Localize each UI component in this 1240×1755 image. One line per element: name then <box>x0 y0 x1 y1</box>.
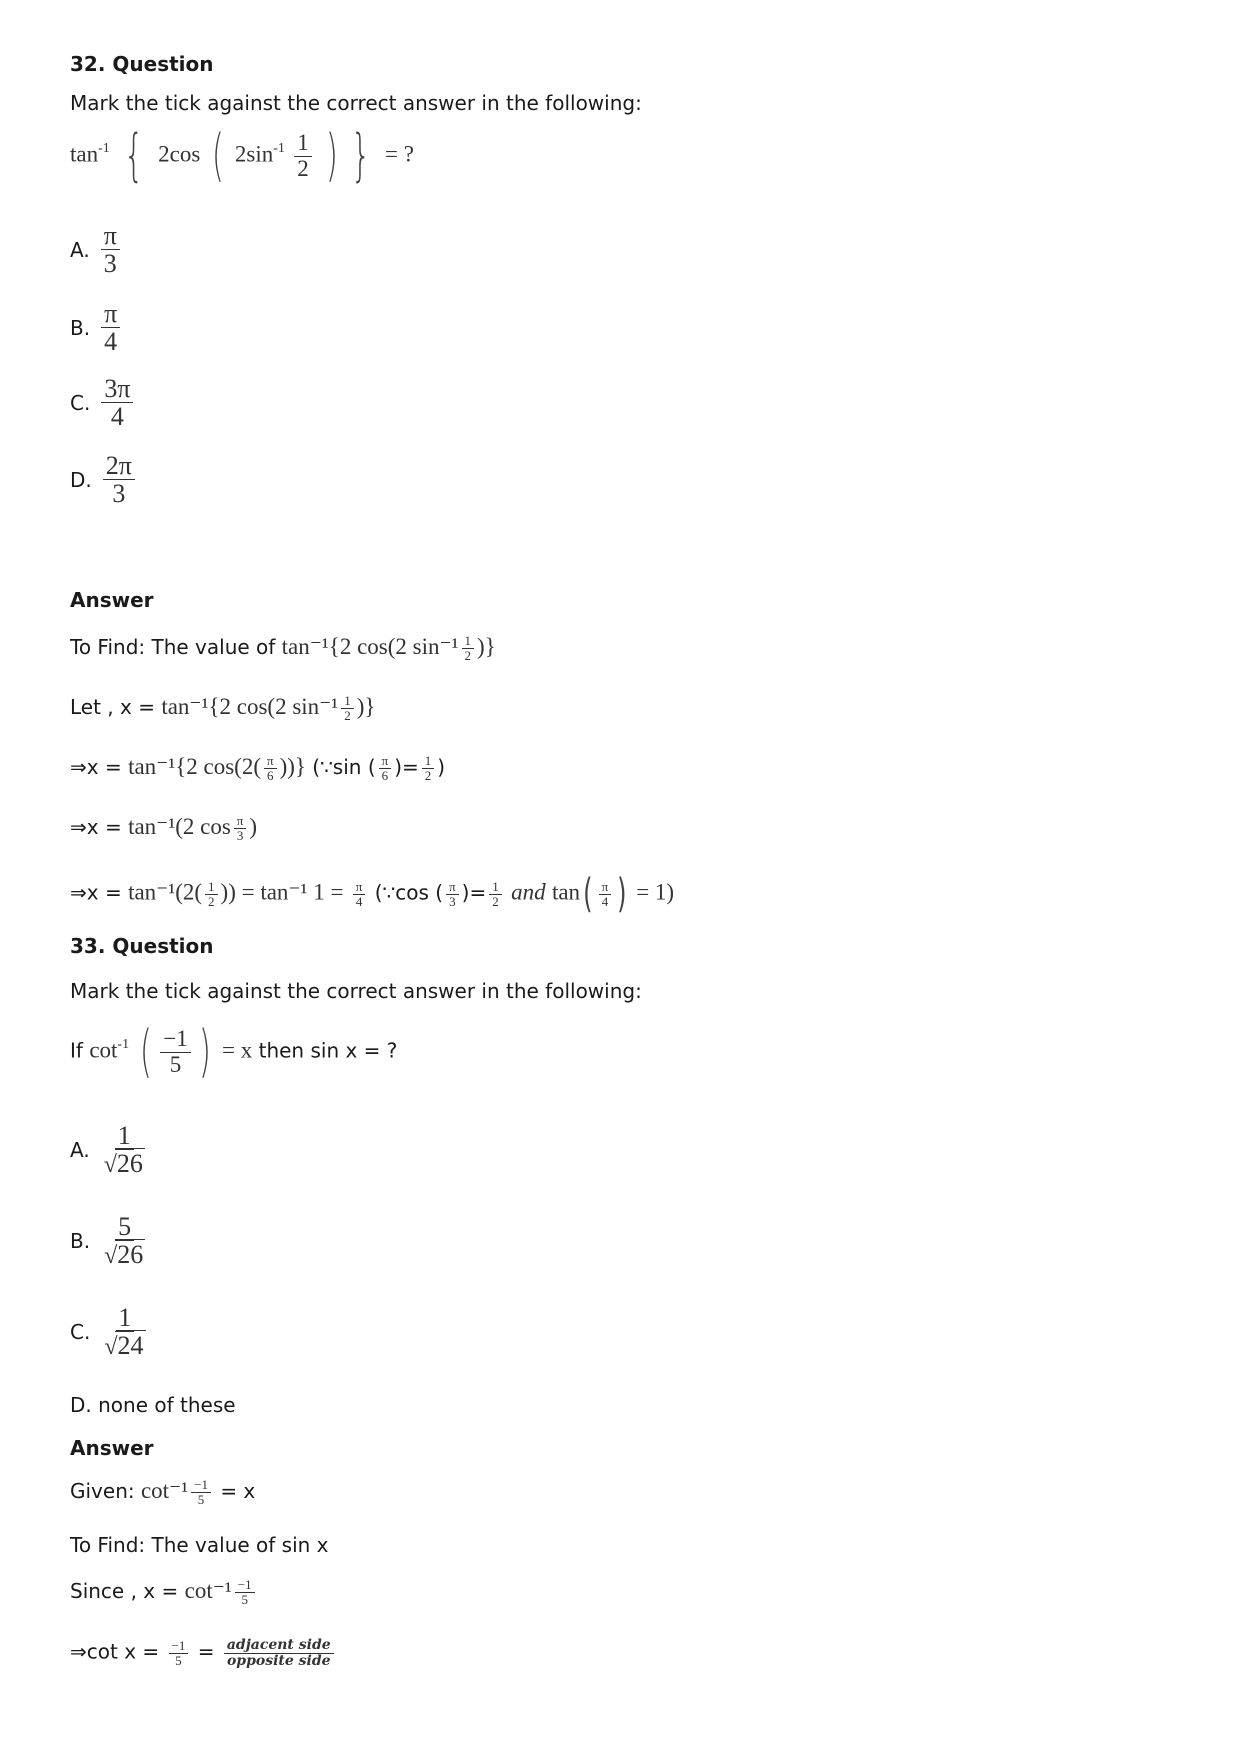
half-fraction: $\frac{1}{2}$ <box>294 131 312 180</box>
q32-answer-heading: Answer <box>70 588 154 612</box>
q33-given: Given: cot⁻¹ $\frac{-1}{5}$ = x <box>70 1477 256 1507</box>
q32-step-5: ⇒x = tan⁻¹(2( $\frac{1}{2}$ )) = tan⁻¹ 1 = $\frac{\pi}{4}$ (∵cos ( $\frac{\pi}{3}$ )= $\frac{1}{2}$ and tan( $\frac{\pi}{4}$ ) = 1) <box>70 871 675 917</box>
q33-option-a[interactable]: A. $\frac{1}{√26}$ <box>70 1121 143 1179</box>
q32-prompt: Mark the tick against the correct answer in the following: <box>70 91 642 115</box>
q32-option-a[interactable]: A. $\frac{\pi}{3}$ <box>70 222 123 278</box>
q32-option-d[interactable]: D. $\frac{2\pi}{3}$ <box>70 452 138 508</box>
q32-step-4: ⇒x = tan⁻¹(2 cos $\frac{\pi}{3}$ ) <box>70 813 258 843</box>
q33-option-d[interactable]: D. none of these <box>70 1393 236 1417</box>
q32-step-3: ⇒x = tan⁻¹{2 cos(2( $\frac{\pi}{6}$ ))} (∵sin ( $\frac{\pi}{6}$ )= $\frac{1}{2}$ ) <box>70 753 446 783</box>
q32-step-1: To Find: The value of tan⁻¹{2 cos(2 sin⁻¹ $\frac{1}{2}$ )} <box>70 633 496 663</box>
q33-to-find: To Find: The value of sin x <box>70 1533 329 1557</box>
q32-heading: 32. Question <box>70 52 214 76</box>
q33-answer-heading: Answer <box>70 1436 154 1460</box>
q33-heading: 33. Question <box>70 934 214 958</box>
q32-step-2: Let , x = tan⁻¹{2 cos(2 sin⁻¹ $\frac{1}{2}$ )} <box>70 693 376 723</box>
q32-option-b[interactable]: B. $\frac{\pi}{4}$ <box>70 300 123 356</box>
q32-option-c[interactable]: C. $\frac{3\pi}{4}$ <box>70 375 136 431</box>
q33-cot-step: ⇒cot x = $\frac{-1}{5}$ = $\frac{\text{adjacent side}}{\text{opposite side}}$ <box>70 1638 337 1668</box>
q32-expression: $\tan^{-1}$ { 2cos ( $2\sin^{-1}$ $\frac{1}{2}$ ) } = ? <box>70 123 414 188</box>
q33-since: Since , x = cot⁻¹ $\frac{-1}{5}$ <box>70 1578 258 1607</box>
q33-option-c[interactable]: C. $\frac{1}{√24}$ <box>70 1303 144 1361</box>
q33-prompt: Mark the tick against the correct answer in the following: <box>70 979 642 1003</box>
q33-option-b[interactable]: B. $\frac{5}{√26}$ <box>70 1212 144 1270</box>
q33-expression: If $\cot^{-1}$ ( $\frac{-1}{5}$ ) = x then sin x = ? <box>70 1019 398 1084</box>
